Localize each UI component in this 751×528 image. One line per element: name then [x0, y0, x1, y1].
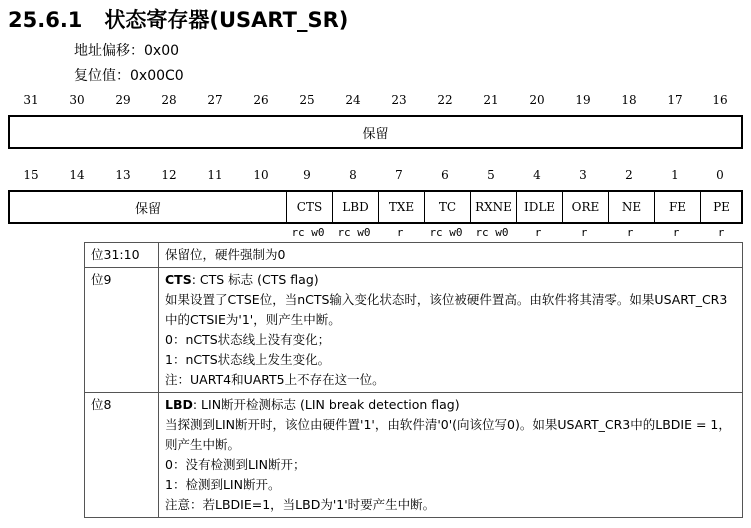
- field-fe: FE: [654, 192, 700, 222]
- bit-number: 15: [23, 168, 39, 182]
- bit-title-rest: : LIN断开检测标志 (LIN break detection flag): [192, 397, 460, 412]
- bit-number: 18: [621, 93, 637, 107]
- bit-number: 10: [253, 168, 269, 182]
- bit-number: 22: [437, 93, 453, 107]
- access-idle: r: [534, 226, 542, 239]
- field-ore: ORE: [562, 192, 608, 222]
- bit-number: 26: [253, 93, 269, 107]
- bit-number: 17: [667, 93, 683, 107]
- address-offset: 地址偏移：0x00: [74, 43, 180, 59]
- bit-number: 6: [441, 168, 449, 182]
- bit-number: 28: [161, 93, 177, 107]
- access-ore: r: [580, 226, 588, 239]
- field-cts: CTS: [286, 192, 332, 222]
- bit-number: 25: [299, 93, 315, 107]
- bit-number: 0: [716, 168, 724, 182]
- bit-number: 20: [529, 93, 545, 107]
- register-low-box: [8, 190, 743, 224]
- bit-name: LBD: [165, 397, 193, 412]
- bit-number: 31: [23, 93, 39, 107]
- bit-number: 27: [207, 93, 223, 107]
- high-reserved-cell: 保留: [362, 126, 389, 142]
- bit-name: CTS: [165, 272, 192, 287]
- high-bit-numbers: [8, 93, 743, 109]
- table-row: [85, 393, 743, 518]
- field-idle: IDLE: [516, 192, 562, 222]
- bit-number: 7: [395, 168, 403, 182]
- bit-number: 29: [115, 93, 131, 107]
- bit-number: 30: [69, 93, 85, 107]
- description-line: 1：检测到LIN断开。: [165, 477, 281, 492]
- access-fe: r: [672, 226, 680, 239]
- field-tc: TC: [424, 192, 470, 222]
- bit-number: 5: [487, 168, 495, 182]
- field-ne: NE: [608, 192, 654, 222]
- access-txe: r: [396, 226, 404, 239]
- low-reserved-cell: 保留: [134, 201, 161, 217]
- description-line: 如果设置了CTSE位，当nCTS输入变化状态时，该位被硬件置高。由软件将其清零。如果USART_CR3中的CTSIE为'1'，则产生中断。: [165, 292, 728, 327]
- low-bit-numbers: [8, 168, 743, 184]
- reset-value: 复位值：0x00C0: [74, 68, 184, 84]
- bit-number: 2: [625, 168, 633, 182]
- bit-description: 保留位，硬件强制为0: [159, 243, 743, 268]
- bit-number: 4: [533, 168, 541, 182]
- description-line: 当探测到LIN断开时，该位由硬件置'1'，由软件清'0'(向该位写0)。如果USART_CR3中的LBDIE = 1，则产生中断。: [165, 417, 731, 452]
- bit-description: [159, 268, 743, 393]
- bit-label: 位8: [85, 393, 159, 518]
- description-line: 注意：若LBDIE=1，当LBD为'1'时要产生中断。: [165, 497, 436, 512]
- bit-label: 位9: [85, 268, 159, 393]
- section-number: 25.6.1: [8, 8, 83, 32]
- description-line: 0：没有检测到LIN断开；: [165, 457, 306, 472]
- bit-number: 21: [483, 93, 499, 107]
- table-row: [85, 243, 743, 268]
- bit-number: 19: [575, 93, 591, 107]
- bit-number: 9: [303, 168, 311, 182]
- access-tc: rc w0: [429, 226, 463, 239]
- bit-number: 13: [115, 168, 131, 182]
- field-rxne: RXNE: [470, 192, 516, 222]
- bit-number: 23: [391, 93, 407, 107]
- bit-number: 8: [349, 168, 357, 182]
- section-name: 状态寄存器(USART_SR): [104, 8, 349, 32]
- bit-number: 1: [671, 168, 679, 182]
- field-lbd: LBD: [332, 192, 378, 222]
- bit-title: [165, 395, 737, 415]
- access-pe: r: [717, 226, 725, 239]
- bit-number: 16: [712, 93, 728, 107]
- bit-number: 3: [579, 168, 587, 182]
- bit-number: 24: [345, 93, 361, 107]
- bit-number: 12: [161, 168, 177, 182]
- field-txe: TXE: [378, 192, 424, 222]
- access-cts: rc w0: [291, 226, 325, 239]
- description-line: 1：nCTS状态线上发生变化。: [165, 352, 331, 367]
- access-lbd: rc w0: [337, 226, 371, 239]
- bit-number: 14: [69, 168, 85, 182]
- access-ne: r: [626, 226, 634, 239]
- section-title: [8, 4, 348, 34]
- description-line: 0：nCTS状态线上没有变化；: [165, 332, 331, 347]
- bit-title: [165, 270, 737, 290]
- bit-label: 位31:10: [85, 243, 159, 268]
- bit-number: 11: [207, 168, 223, 182]
- access-row: [8, 226, 743, 240]
- register-high-box: [8, 115, 743, 149]
- description-line: 注：UART4和UART5上不存在这一位。: [165, 372, 385, 387]
- access-rxne: rc w0: [475, 226, 509, 239]
- bit-description-table: [84, 242, 743, 518]
- bit-description: [159, 393, 743, 518]
- field-pe: PE: [700, 192, 742, 222]
- bit-title-rest: : CTS 标志 (CTS flag): [191, 272, 319, 287]
- table-row: [85, 268, 743, 393]
